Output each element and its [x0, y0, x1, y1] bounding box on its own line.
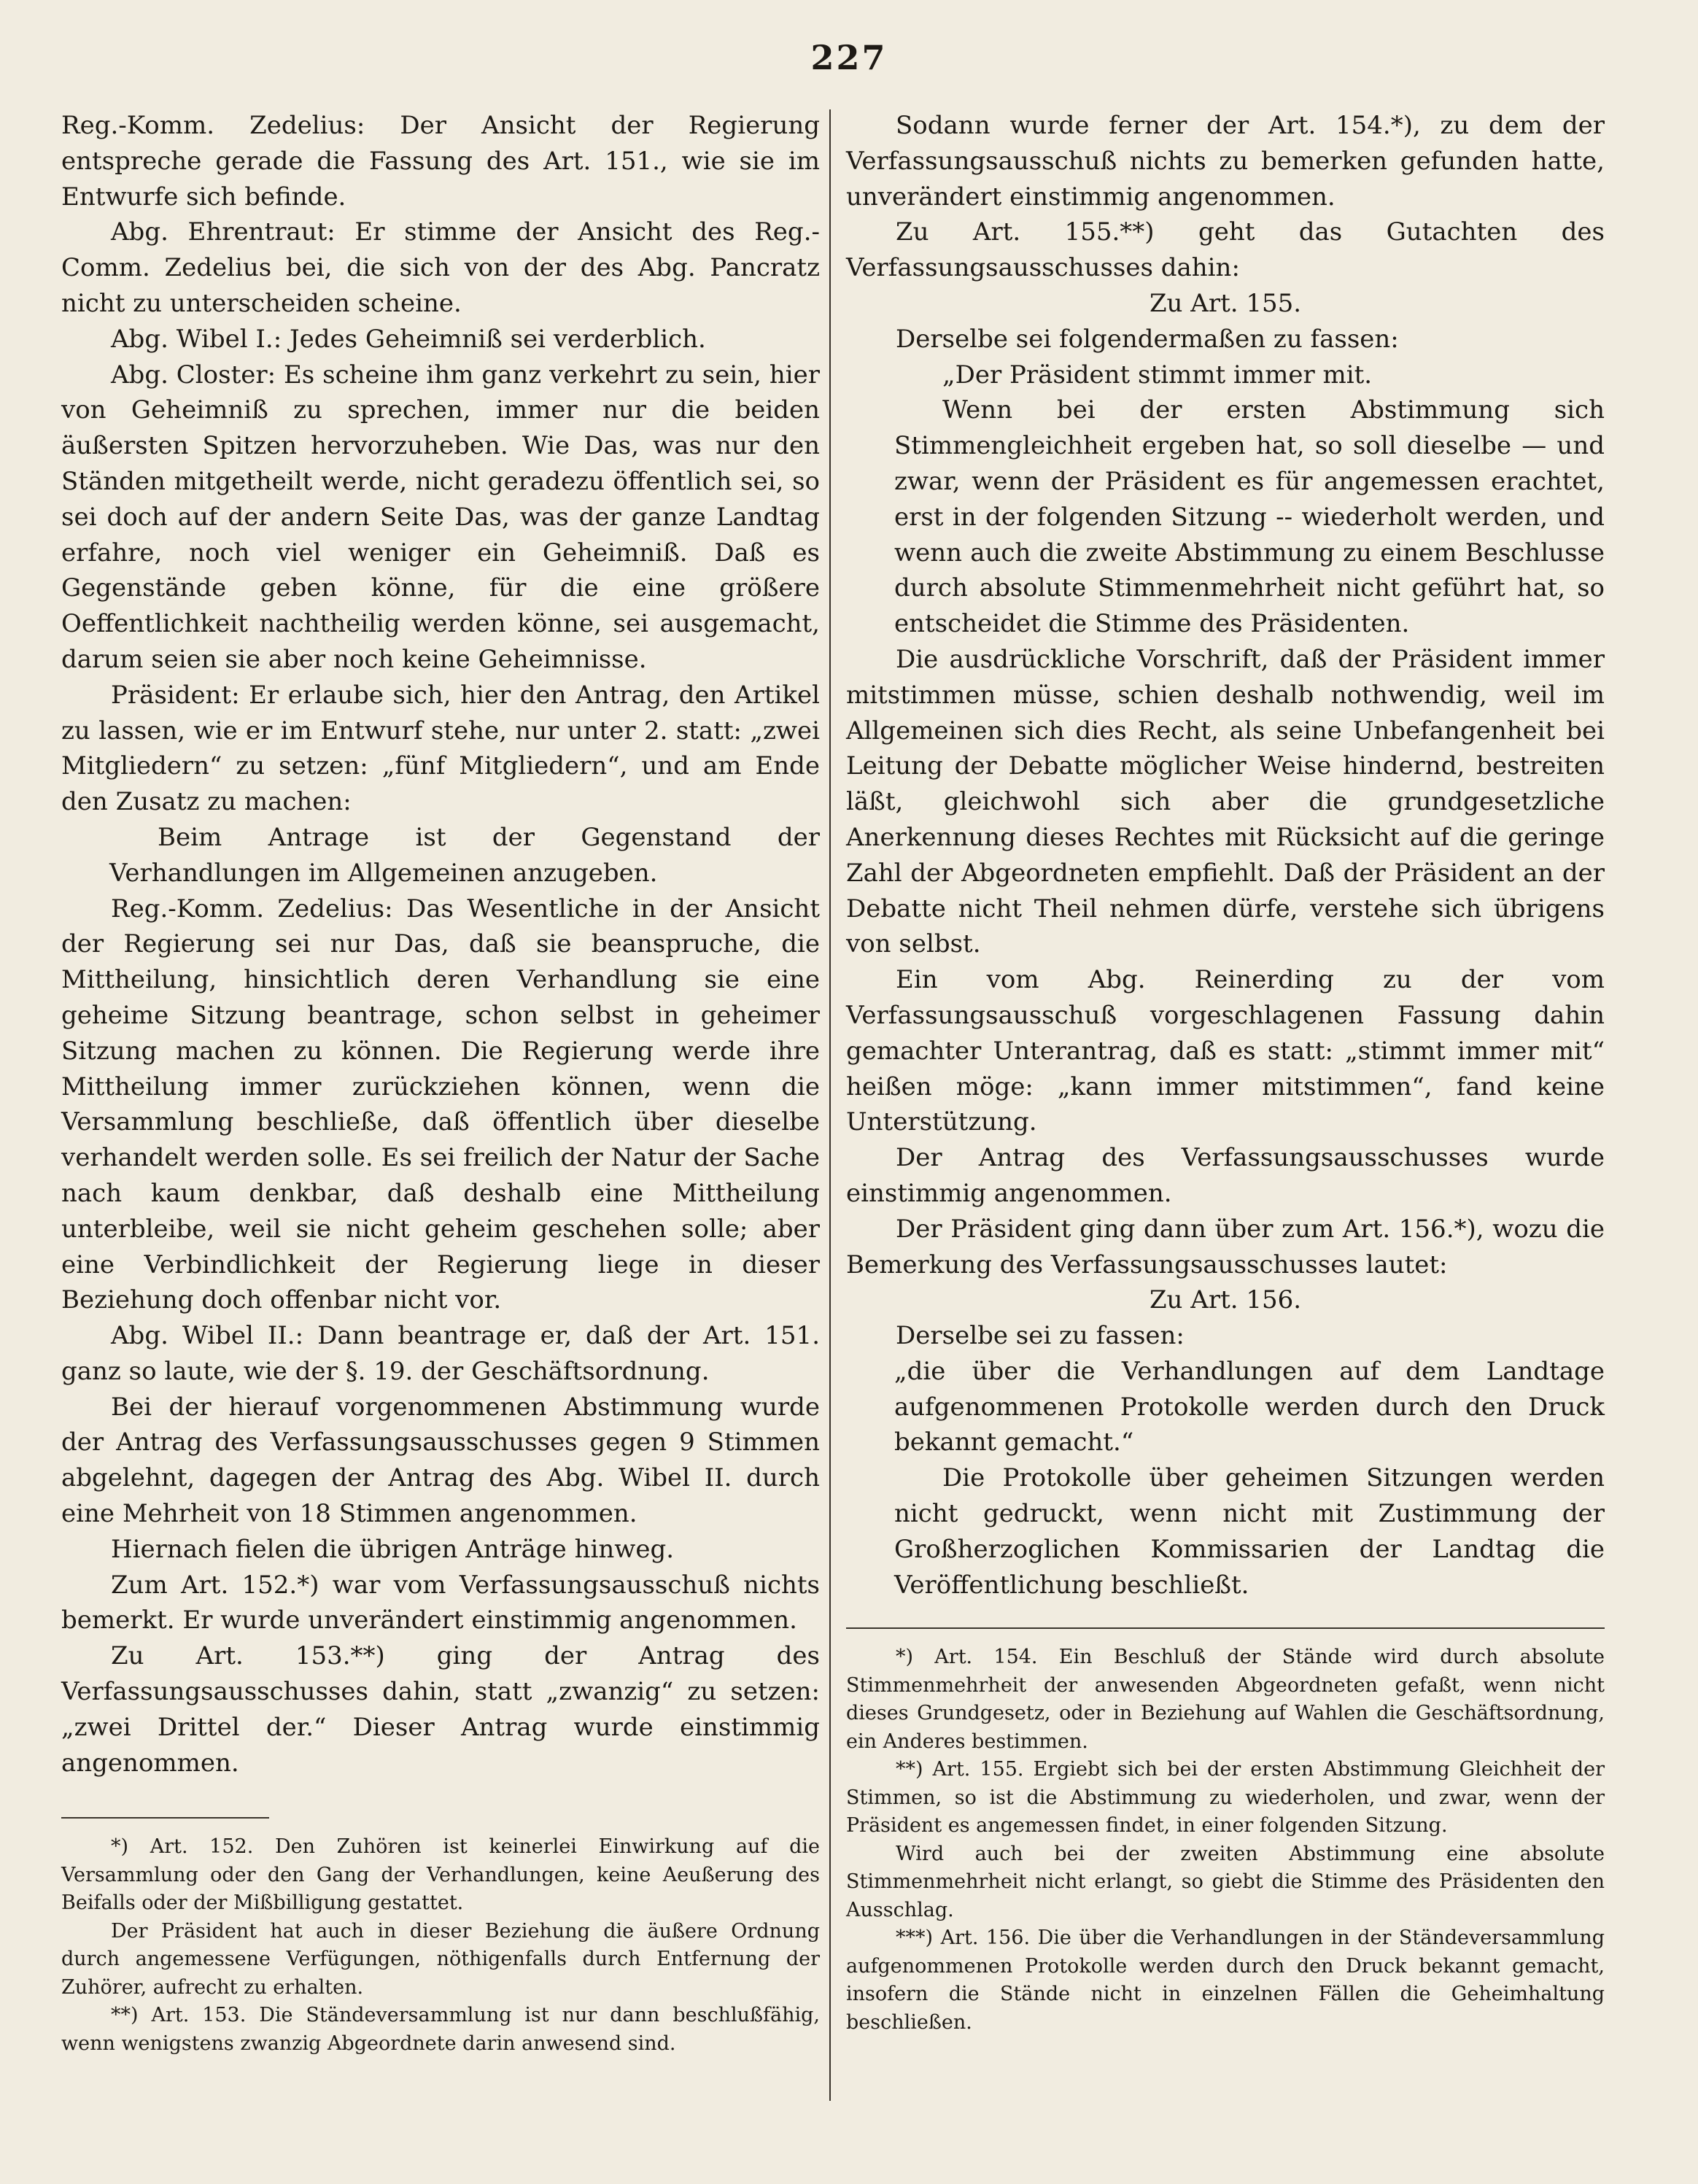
quoted-text: „die über die Verhandlungen auf dem Landtage aufgenommenen Protokolle werden durch den Druck bekannt gemacht.“: [894, 1356, 1605, 1457]
paragraph: Reg.-Komm. Zedelius: Der Ansicht der Regierung entspreche gerade die Fassung des Art. 151., wie sie im Entwurfe sich befinde.: [61, 111, 820, 212]
quoted-text: Wenn bei der ersten Abstimmung sich Stimmengleichheit ergeben hat, so soll dieselbe — und zwar, wenn der Präsident es für angemessen erachtet, erst in der folgenden Sitzung -- wiederholt werden, und wenn auch die zweite Abstimmung zu einem Beschlusse durch absolute Stimmenmehrheit nicht geführt hat, so entscheidet die Stimme des Präsidenten.: [894, 395, 1605, 639]
quoted-text: „Der Präsident stimmt immer mit.: [942, 360, 1373, 390]
right-column: [846, 108, 1605, 2037]
footnotes: [846, 1643, 1605, 2037]
paragraph: Abg. Ehrentraut: Er stimme der Ansicht des Reg.-Comm. Zedelius bei, die sich von der des Abg. Pancratz nicht zu unterscheiden scheine.: [61, 217, 820, 318]
paragraph: Die ausdrückliche Vorschrift, daß der Präsident immer mitstimmen müsse, schien deshalb nothwendig, weil im Allgemeinen sich dies Recht, als seine Unbefangenheit bei Leitung der Debatte möglicher Weise hindernd, bestreiten läßt, gleichwohl sich aber die grundgesetzliche Anerkennung dieses Rechtes mit Rücksicht auf die geringe Zahl der Abgeordneten empfiehlt. Daß der Präsident an der Debatte nicht Theil nehmen dürfe, verstehe sich übrigens von selbst.: [846, 644, 1605, 959]
footnote: Wird auch bei der zweiten Abstimmung eine absolute Stimmenmehrheit nicht erlangt, so giebt die Stimme des Präsidenten den Ausschlag.: [846, 1842, 1605, 1921]
footnote: *) Art. 152. Den Zuhören ist keinerlei Einwirkung auf die Versammlung oder den Gang der Verhandlungen, keine Aeußerung des Beifalls oder der Mißbilligung gestattet.: [61, 1835, 820, 1915]
paragraph: Der Antrag des Verfassungsausschusses wurde einstimmig angenommen.: [846, 1143, 1605, 1208]
paragraph: Reg.-Komm. Zedelius: Das Wesentliche in der Ansicht der Regierung sei nur Das, daß sie beanspruche, die Mittheilung, hinsichtlich deren Verhandlung sie eine geheime Sitzung beantrage, schon selbst in geheimer Sitzung machen zu können. Die Regierung werde ihre Mittheilung immer zurückziehen können, wenn die Versammlung beschließe, daß öffentlich über dieselbe verhandelt werden solle. Es sei freilich der Natur der Sache nach kaum denkbar, daß deshalb eine Mittheilung unterbleibe, weil sie nicht geheim geschehen solle; aber eine Verbindlichkeit der Regierung liege in dieser Beziehung doch offenbar nicht vor.: [61, 894, 820, 1315]
paragraph: Zu Art. 155.**) geht das Gutachten des Verfassungsausschusses dahin:: [846, 217, 1605, 283]
paragraph: Bei der hierauf vorgenommenen Abstimmung wurde der Antrag des Verfassungsausschusses gegen 9 Stimmen abgelehnt, dagegen der Antrag des Abg. Wibel II. durch eine Mehrheit von 18 Stimmen angenommen.: [61, 1392, 820, 1529]
footnote: ***) Art. 156. Die über die Verhandlungen in der Ständeversammlung aufgenommenen Protokolle werden durch den Druck bekannt gemacht, insofern die Stände nicht in einzelnen Fällen die Geheimhaltung beschließen.: [846, 1927, 1605, 2034]
paragraph: Abg. Wibel II.: Dann beantrage er, daß der Art. 151. ganz so laute, wie der §. 19. der Geschäftsordnung.: [61, 1321, 820, 1386]
footnote: Der Präsident hat auch in dieser Beziehung die äußere Ordnung durch angemessene Verfügungen, nöthigenfalls durch Entfernung der Zuhörer, aufrecht zu erhalten.: [61, 1919, 820, 1999]
paragraph: Abg. Closter: Es scheine ihm ganz verkehrt zu sein, hier von Geheimniß zu sprechen, immer nur die beiden äußersten Spitzen hervorzuheben. Wie Das, was nur den Ständen mitgetheilt werde, nicht geradezu öffentlich sei, so sei doch auf der andern Seite Das, was der ganze Landtag erfahre, noch viel weniger ein Geheimniß. Daß es Gegenstände geben könne, für die eine größere Oeffentlichkeit nachtheilig werden könne, sei ausgemacht, darum seien sie aber noch keine Geheimnisse.: [61, 360, 820, 674]
paragraph: Derselbe sei zu fassen:: [896, 1321, 1185, 1351]
paragraph: Zum Art. 152.*) war vom Verfassungsausschuß nichts bemerkt. Er wurde unverändert einstimmig angenommen.: [61, 1570, 820, 1635]
paragraph: Sodann wurde ferner der Art. 154.*), zu dem der Verfassungsausschuß nichts zu bemerken gefunden hatte, unverändert einstimmig angenommen.: [846, 111, 1605, 212]
footnotes: [61, 1833, 820, 2058]
left-column: [61, 108, 820, 2058]
paragraph: Der Präsident ging dann über zum Art. 156.*), wozu die Bemerkung des Verfassungsausschusses lautet:: [846, 1214, 1605, 1279]
paragraph: Derselbe sei folgendermaßen zu fassen:: [896, 324, 1399, 354]
section-heading: Zu Art. 155.: [1149, 288, 1302, 318]
footnote: **) Art. 153. Die Ständeversammlung ist nur dann beschlußfähig, wenn wenigstens zwanzig Abgeordnete darin anwesend sind.: [61, 2004, 820, 2055]
footnote-rule: [846, 1627, 1605, 1629]
footnote: **) Art. 155. Ergiebt sich bei der ersten Abstimmung Gleichheit der Stimmen, so ist die Abstimmung zu wiederholen, und zwar, wenn der Präsident es angemessen findet, in einer folgenden Sitzung.: [846, 1758, 1605, 1838]
paragraph: Präsident: Er erlaube sich, hier den Antrag, den Artikel zu lassen, wie er im Entwurf stehe, nur unter 2. statt: „zwei Mitgliedern“ zu setzen: „fünf Mitgliedern“, und am Ende den Zusatz zu machen:: [61, 680, 820, 817]
section-heading: Zu Art. 156.: [1149, 1285, 1302, 1315]
paragraph: Ein vom Abg. Reinerding zu der vom Verfassungsausschuß vorgeschlagenen Fassung dahin gemachter Unterantrag, daß es statt: „stimmt immer mit“ heißen möge: „kann immer mitstimmen“, fand keine Unterstützung.: [846, 965, 1605, 1137]
quoted-addition: Beim Antrage ist der Gegenstand der Verhandlungen im Allgemeinen anzugeben.: [109, 822, 820, 888]
paragraph: Abg. Wibel I.: Jedes Geheimniß sei verderblich.: [111, 324, 706, 354]
paragraph: Hiernach fielen die übrigen Anträge hinweg.: [111, 1534, 675, 1564]
quoted-text: Die Protokolle über geheimen Sitzungen werden nicht gedruckt, wenn nicht mit Zustimmung der Großherzoglichen Kommissarien der Landtag die Veröffentlichung beschließt.: [894, 1463, 1605, 1600]
paragraph: Zu Art. 153.**) ging der Antrag des Verfassungsausschusses dahin, statt „zwanzig“ zu setzen: „zwei Drittel der.“ Dieser Antrag wurde einstimmig angenommen.: [61, 1641, 820, 1778]
footnote-rule: [61, 1817, 269, 1819]
column-divider: [829, 109, 831, 2101]
footnote: *) Art. 154. Ein Beschluß der Stände wird durch absolute Stimmenmehrheit der anwesenden Abgeordneten gefaßt, wenn nicht dieses Grundgesetz, oder in Beziehung auf Wahlen die Geschäftsordnung, ein Anderes bestimmen.: [846, 1646, 1605, 1753]
page-number: 227: [810, 38, 888, 77]
